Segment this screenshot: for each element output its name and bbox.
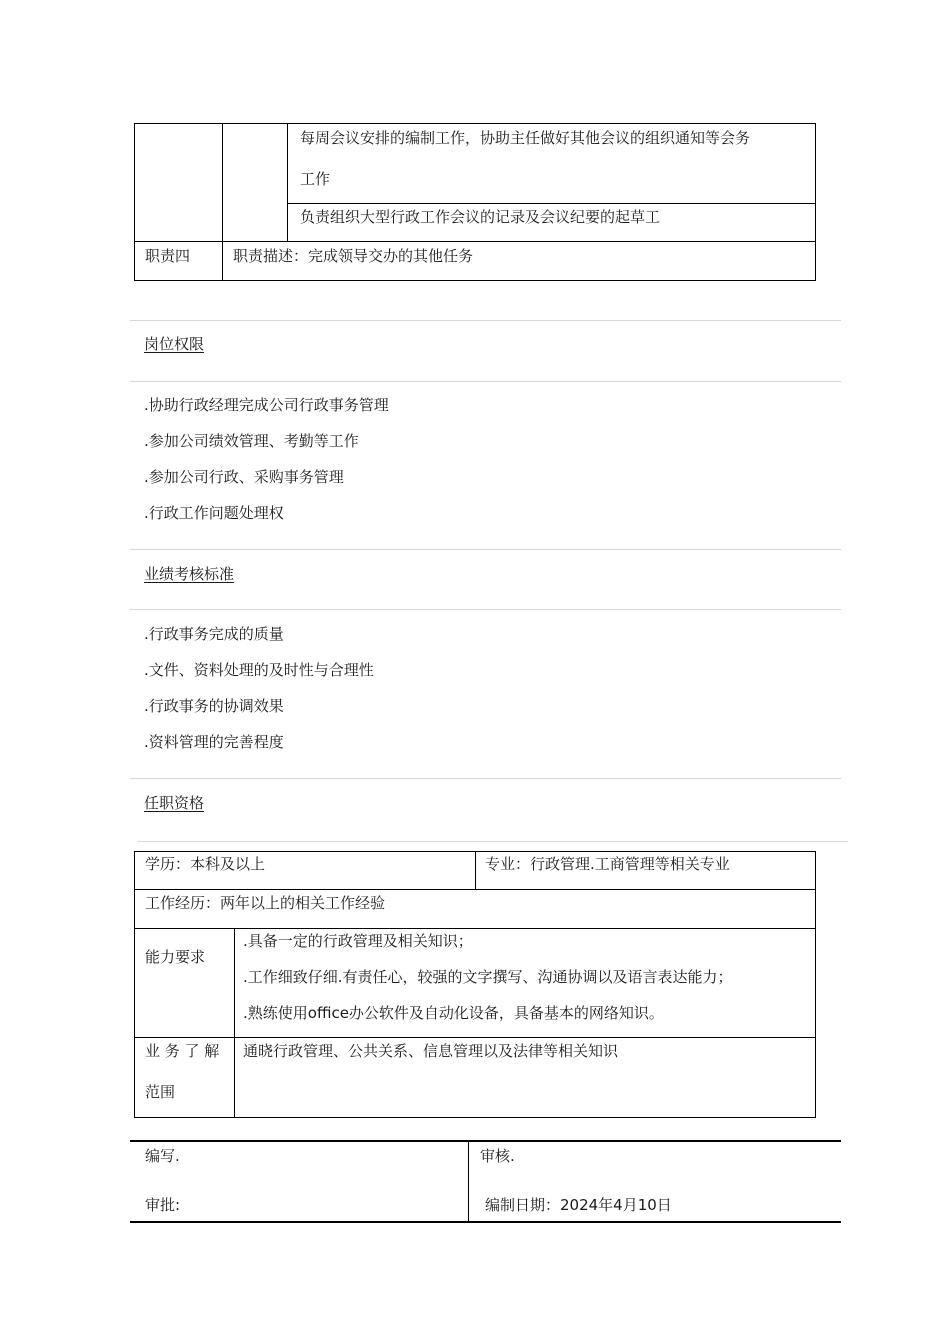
divider	[130, 609, 841, 610]
divider	[130, 549, 841, 550]
prepared-date: 编制日期：2024年4月10日	[485, 1196, 672, 1214]
business-label-line-2: 范围	[145, 1083, 176, 1101]
authority-item: .行政工作问题处理权	[144, 504, 284, 522]
ability-item: .具备一定的行政管理及相关知识；	[243, 932, 473, 950]
divider	[138, 841, 848, 842]
reviewer-field: 审核.	[480, 1147, 515, 1165]
approver-field: 审批:	[145, 1196, 181, 1214]
author-field: 编写.	[145, 1147, 180, 1165]
performance-item: .行政事务的协调效果	[144, 697, 284, 715]
business-description: 通晓行政管理、公共关系、信息管理以及法律等相关知识	[243, 1042, 619, 1060]
meeting-duty-line-2: 工作	[300, 170, 331, 188]
meeting-duty-line-1: 每周会议安排的编制工作，协助主任做好其他会议的组织通知等会务	[300, 129, 751, 147]
business-label-line-1: 业 务 了 解	[145, 1042, 220, 1060]
duty-four-label: 职责四	[145, 247, 191, 265]
education-requirement: 学历：本科及以上	[145, 855, 266, 873]
ability-item: .熟练使用office办公软件及自动化设备，具备基本的网络知识。	[243, 1004, 664, 1022]
minutes-duty: 负责组织大型行政工作会议的记录及会议纪要的起草工	[300, 208, 661, 226]
divider	[130, 381, 841, 382]
ability-label: 能力要求	[145, 948, 206, 966]
qualification-heading: 任职资格	[144, 794, 205, 812]
ability-item: .工作细致仔细.有责任心，较强的文字撰写、沟通协调以及语言表达能力；	[243, 968, 733, 986]
major-requirement: 专业：行政管理.工商管理等相关专业	[485, 855, 730, 873]
authority-heading: 岗位权限	[144, 335, 205, 353]
performance-heading: 业绩考核标准	[144, 565, 235, 583]
experience-requirement: 工作经历：两年以上的相关工作经验	[145, 894, 386, 912]
divider	[130, 778, 841, 779]
duty-four-description: 职责描述：完成领导交办的其他任务	[233, 247, 474, 265]
divider	[130, 320, 841, 321]
authority-item: .参加公司行政、采购事务管理	[144, 468, 344, 486]
authority-item: .参加公司绩效管理、考勤等工作	[144, 432, 359, 450]
performance-item: .文件、资料处理的及时性与合理性	[144, 661, 374, 679]
performance-item: .行政事务完成的质量	[144, 625, 284, 643]
performance-item: .资料管理的完善程度	[144, 733, 284, 751]
authority-item: .协助行政经理完成公司行政事务管理	[144, 396, 389, 414]
